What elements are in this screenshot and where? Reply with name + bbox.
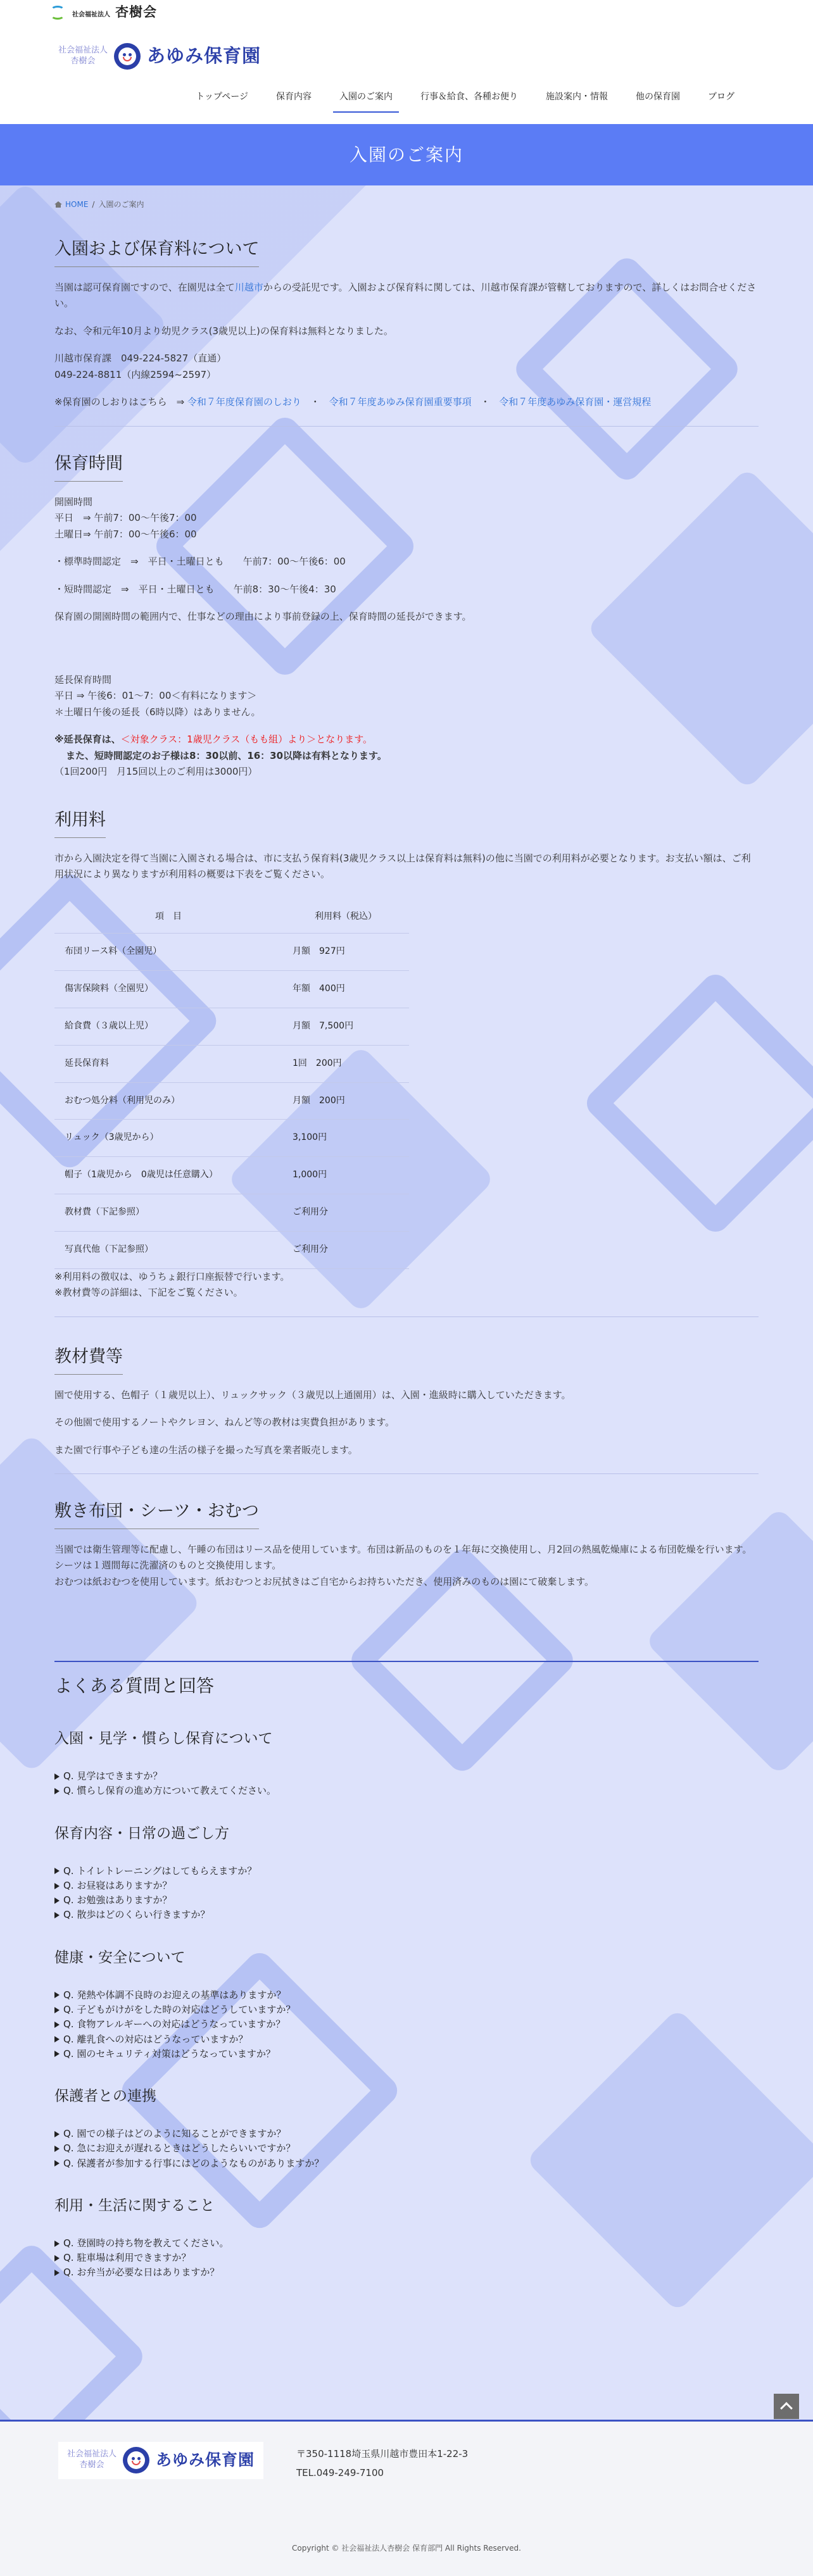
faq-question-text: Q. 子どもがけがをした時の対応はどうしていますか？: [63, 2004, 296, 2016]
faq-category-usage: [54, 2194, 759, 2280]
fee-price: 1回 200円: [282, 1045, 409, 1082]
faq-category-title: 利用・生活に関すること: [54, 2197, 215, 2214]
fee-price: ご利用分: [282, 1194, 409, 1232]
disclosure-triangle-icon: [54, 2270, 60, 2276]
faq-question[interactable]: [54, 2032, 759, 2047]
faq-question[interactable]: [54, 2156, 759, 2171]
brochure-links-label: ※保育園のしおりはこちら ⇒: [54, 396, 185, 408]
smiley-logo-icon: [123, 2447, 149, 2473]
logo-name: あゆみ保育園: [147, 45, 262, 66]
faq-question-text: Q. 園での様子はどのように知ることができますか？: [63, 2128, 286, 2140]
disclosure-triangle-icon: [54, 2241, 60, 2247]
faq-question[interactable]: [54, 1893, 759, 1908]
section-divider: [54, 426, 759, 427]
faq-question-text: Q. お勉強はありますか？: [63, 1894, 172, 1906]
table-row: [54, 1231, 409, 1268]
materials-paragraph-3: また園で行事や子ども達の生活の様子を撮った写真を業者販売します。: [54, 1444, 358, 1456]
breadcrumb-current: 入園のご案内: [98, 199, 144, 209]
nav-item-blog[interactable]: ブログ: [708, 92, 734, 102]
page-hero: [0, 124, 813, 185]
fee-price: 年額 400円: [282, 971, 409, 1008]
saturday-hours: 土曜日⇒ 午前7：00〜午後6：00: [54, 528, 197, 540]
brochure-links: [54, 394, 759, 411]
materials-paragraph-1: 園で使用する、色帽子（１歳児以上）、リュックサック（３歳児以上通園用）は、入園・進級時に購入していただきます。: [54, 1389, 571, 1401]
fees-note-1: ※利用料の徴収は、ゆうちょ銀行口座振替で行います。: [54, 1270, 290, 1282]
footer-address: 〒350-1118埼玉県川越市豊田本1-22-3: [296, 2448, 469, 2460]
disclosure-triangle-icon: [54, 1898, 60, 1904]
corp-name[interactable]: 杏樹会: [115, 4, 157, 20]
faq-question-text: Q. 登園時の持ち物を教えてください。: [63, 2237, 229, 2249]
faq-question[interactable]: [54, 1769, 759, 1784]
extended-paid-prefix: ※延長保育は、: [54, 734, 121, 746]
breadcrumb-separator: /: [92, 199, 95, 209]
disclosure-triangle-icon: [54, 1883, 60, 1889]
admission-p1-text-b: からの受託児です。入園および保育料に関しては、川越市保育課が管轄しておりますので、詳しくはお問合せください。: [54, 281, 757, 309]
disclosure-triangle-icon: [54, 1788, 60, 1794]
operating-rules-link[interactable]: 令和７年度あゆみ保育園・運営規程: [499, 396, 652, 408]
brochure-link[interactable]: 令和７年度保育園のしおり: [187, 396, 301, 408]
link-separator: ・: [310, 396, 320, 408]
chevron-up-icon: [780, 2402, 793, 2415]
faq-question-text: Q. 食物アレルギーへの対応はどうなっていますか？: [63, 2018, 286, 2030]
disclosure-triangle-icon: [54, 1912, 60, 1918]
footer-logo[interactable]: [58, 2442, 263, 2479]
fee-item: 傷害保険料（全園児）: [54, 971, 282, 1008]
corporate-bar: [0, 0, 813, 24]
footer-tel: TEL.049-249-7100: [296, 2467, 384, 2479]
section-divider: [54, 1316, 759, 1317]
kawagoe-city-link[interactable]: 川越市: [234, 281, 263, 293]
fee-price: 月額 7,500円: [282, 1008, 409, 1046]
faq-category-title: 保育内容・日常の過ごし方: [54, 1825, 229, 1842]
disclosure-triangle-icon: [54, 2022, 60, 2028]
faq-question-text: Q. お弁当が必要な日はありますか？: [63, 2267, 220, 2279]
nav-item-other-nurseries[interactable]: 他の保育園: [636, 92, 680, 102]
logo-corp-line1: 社会福祉法人: [58, 45, 108, 55]
table-row: [54, 971, 409, 1008]
table-row: [54, 1194, 409, 1232]
table-row: [54, 1157, 409, 1194]
faq-question-text: Q. 駐車場は利用できますか？: [63, 2252, 191, 2264]
faq-category-title: 健康・安全について: [54, 1949, 186, 1966]
faq-category-daily: [54, 1822, 759, 1923]
faq-section: [54, 1661, 759, 2280]
fee-price: 月額 927円: [282, 934, 409, 971]
disclosure-triangle-icon: [54, 1773, 60, 1780]
logo-corp-label: [58, 46, 108, 67]
faq-category-title: 保護者との連携: [54, 2088, 156, 2105]
faq-question-text: Q. 見学はできますか？: [63, 1770, 163, 1782]
faq-question[interactable]: [54, 2127, 759, 2141]
faq-question[interactable]: [54, 2236, 759, 2251]
faq-question-text: Q. トイレトレーニングはしてもらえますか？: [63, 1865, 257, 1877]
faq-question-text: Q. 散歩はどのくらい行きますか？: [63, 1909, 210, 1921]
corp-type-label: 社会福祉法人: [72, 11, 110, 19]
faq-question-text: Q. 発熱や体調不良時のお迎えの基準はありますか？: [63, 1989, 286, 2001]
admission-paragraph-2: なお、令和元年10月より幼児クラス(3歳児以上)の保育料は無料となりました。: [54, 325, 393, 337]
admission-p1-text-a: 当園は認可保育園ですので、在園児は全て: [54, 281, 235, 293]
faq-question[interactable]: [54, 2003, 759, 2017]
faq-question[interactable]: [54, 1879, 759, 1893]
faq-question-text: Q. お昼寝はありますか？: [63, 1879, 172, 1891]
extended-paid-note: [54, 732, 759, 748]
logo-corp-line2: 杏樹会: [79, 2460, 104, 2470]
faq-category-health: [54, 1946, 759, 2061]
page-top-button[interactable]: [774, 2394, 799, 2419]
table-row: [54, 1008, 409, 1046]
faq-title: よくある質問と回答: [54, 1675, 215, 1697]
fee-price: 1,000円: [282, 1157, 409, 1194]
fee-price: ご利用分: [282, 1231, 409, 1268]
fees-intro: 市から入園決定を得て当園に入園される場合は、市に支払う保育料(3歳児クラス以上は保育料は無料)の他に当園での利用料が必要となります。お支払い額は、ご利用状況により異なりますが利用料の概要は下表をご覧ください。: [54, 852, 751, 880]
fee-item: 帽子（1歳児から 0歳児は任意購入）: [54, 1157, 282, 1194]
faq-category-title: 入園・見学・慣らし保育について: [54, 1730, 273, 1748]
disclosure-triangle-icon: [54, 2036, 60, 2042]
contact-line-1: 川越市保育課 049-224-5827（直通）: [54, 353, 227, 365]
site-header: [0, 24, 813, 124]
open-hours-label: 開園時間: [54, 496, 93, 508]
logo-corp-label: [67, 2449, 117, 2471]
fee-item: 給食費（３歳以上児）: [54, 1008, 282, 1046]
admission-section: [54, 235, 759, 427]
extended-care-label: 延長保育時間: [54, 673, 112, 685]
faq-question[interactable]: [54, 1864, 759, 1879]
nav-item-admission[interactable]: 入園のご案内: [325, 86, 406, 113]
important-matters-link[interactable]: 令和７年度あゆみ保育園重要事項: [329, 396, 472, 408]
fee-item: 延長保育料: [54, 1045, 282, 1082]
bedding-paragraph-2: おむつは紙おむつを使用しています。紙おむつとお尻拭きはご自宅からお持ちいただき、使用済みのものは園にて破棄します。: [54, 1575, 595, 1587]
disclosure-triangle-icon: [54, 2160, 60, 2166]
fee-price: 3,100円: [282, 1120, 409, 1157]
extended-weekday: 平日 ⇒ 午後6：01〜7：00＜有料になります＞: [54, 690, 257, 702]
nav-item-top[interactable]: トップページ: [196, 92, 248, 102]
faq-question[interactable]: [54, 1908, 759, 1922]
home-icon: [54, 201, 61, 208]
page-title: 入園のご案内: [349, 144, 463, 165]
nav-item-facility[interactable]: 施設案内・情報: [546, 92, 608, 102]
faq-question[interactable]: [54, 1988, 759, 2003]
materials-section: [54, 1342, 759, 1474]
faq-question[interactable]: [54, 2017, 759, 2032]
breadcrumb-home[interactable]: HOME: [65, 199, 89, 209]
disclosure-triangle-icon: [54, 2146, 60, 2152]
fees-note-2: ※教材費等の詳細は、下記をご覧ください。: [54, 1287, 243, 1299]
bedding-section: [54, 1497, 759, 1590]
extended-saturday: ＊土曜日午後の延長（6時以降）はありません。: [54, 706, 261, 718]
disclosure-triangle-icon: [54, 2255, 60, 2261]
logo-corp-line1: 社会福祉法人: [67, 2449, 117, 2460]
extension-note: 保育園の開園時間の範囲内で、仕事などの理由により事前登録の上、保育時間の延長ができます。: [54, 611, 472, 623]
faq-question-text: Q. 保護者が参加する行事にはどのようなものがありますか？: [63, 2157, 324, 2169]
faq-question[interactable]: [54, 2047, 759, 2061]
footer-address-block: [296, 2444, 468, 2482]
fee-price: 月額 200円: [282, 1082, 409, 1120]
faq-question-text: Q. 急にお迎えが遅れるときはどうしたらいいですか？: [63, 2142, 296, 2154]
main-nav: [182, 86, 748, 113]
standard-hours: ・標準時間認定 ⇒ 平日・土曜日とも 午前7：00〜午後6：00: [54, 556, 346, 568]
faq-question-text: Q. 離乳食への対応はどうなっていますか？: [63, 2033, 248, 2045]
site-logo[interactable]: [58, 41, 261, 72]
breadcrumb: [54, 189, 759, 220]
materials-title: 教材費等: [54, 1342, 123, 1375]
disclosure-triangle-icon: [54, 1992, 60, 1998]
table-row: [54, 1045, 409, 1082]
disclosure-triangle-icon: [54, 1868, 60, 1874]
hours-title: 保育時間: [54, 449, 123, 482]
faq-question[interactable]: [54, 1784, 759, 1798]
short-hours: ・短時間認定 ⇒ 平日・土曜日とも 午前8：30〜午後4：30: [54, 583, 336, 595]
contact-line-2: 049-224-8811（内線2594~2597）: [54, 368, 217, 380]
link-separator: ・: [480, 396, 490, 408]
site-footer: [0, 2420, 813, 2576]
nav-item-childcare[interactable]: 保育内容: [276, 92, 312, 102]
extended-short-note: また、短時間認定のお子様は8：30以前、16：30以降は有料となります。: [66, 749, 387, 761]
bedding-paragraph-1: 当園では衛生管理等に配慮し、午睡の布団はリース品を使用しています。布団は新品のものを１年毎に交換使用し、月2回の熱風乾燥庫による布団乾燥を行います。シーツは１週間毎に洗濯済のものと交換使用します。: [54, 1543, 752, 1572]
materials-paragraph-2: その他園で使用するノートやクレヨン、ねんど等の教材は実費負担があります。: [54, 1416, 395, 1429]
bedding-title: 敷き布団・シーツ・おむつ: [54, 1497, 259, 1529]
faq-question-text: Q. 園のセキュリティ対策はどうなっていますか？: [63, 2048, 275, 2060]
fee-item: 教材費（下記参照）: [54, 1194, 282, 1232]
admission-title: 入園および保育料について: [54, 235, 259, 267]
disclosure-triangle-icon: [54, 2131, 60, 2137]
nav-item-events[interactable]: 行事＆給食、各種お便り: [420, 92, 518, 102]
fees-section: [54, 806, 759, 1317]
corporate-logo-icon: [49, 3, 67, 21]
fee-header-item: 項 目: [54, 901, 282, 934]
fee-table: [54, 901, 409, 1269]
fee-item: 写真代他（下記参照）: [54, 1231, 282, 1268]
table-row: [54, 934, 409, 971]
fee-item: おむつ処分料（利用児のみ）: [54, 1082, 282, 1120]
copyright: Copyright © 社会福祉法人杏樹会 保育部門 All Rights Reserved.: [292, 2544, 521, 2553]
admission-paragraph-1: [54, 280, 759, 312]
fee-item: 布団リース料（全園児）: [54, 934, 282, 971]
weekday-hours: 平日 ⇒ 午前7：00〜午後7：00: [54, 512, 197, 524]
table-row: [54, 1082, 409, 1120]
faq-question-text: Q. 慣らし保育の進め方について教えてください。: [63, 1785, 277, 1797]
main-content: [54, 185, 759, 2280]
fee-header-price: 利用料（税込）: [282, 901, 409, 934]
disclosure-triangle-icon: [54, 2007, 60, 2013]
fee-item: リュック（3歳児から）: [54, 1120, 282, 1157]
faq-question[interactable]: [54, 2251, 759, 2265]
faq-question[interactable]: [54, 2141, 759, 2156]
hours-section: [54, 449, 759, 780]
faq-category-parents: [54, 2084, 759, 2171]
extended-paid-target: ＜対象クラス：1歳児クラス（もも組）より＞となります。: [120, 734, 373, 746]
section-divider: [54, 1473, 759, 1474]
disclosure-triangle-icon: [54, 2051, 60, 2057]
fees-title: 利用料: [54, 806, 106, 838]
table-row: [54, 1120, 409, 1157]
smiley-logo-icon: [114, 43, 141, 70]
faq-category-admission: [54, 1727, 759, 1799]
logo-corp-line2: 杏樹会: [70, 56, 96, 66]
extended-fee-note: （1回200円 月15回以上のご利用は3000円）: [54, 766, 258, 778]
logo-name: あゆみ保育園: [156, 2451, 255, 2469]
faq-question[interactable]: [54, 2265, 759, 2280]
